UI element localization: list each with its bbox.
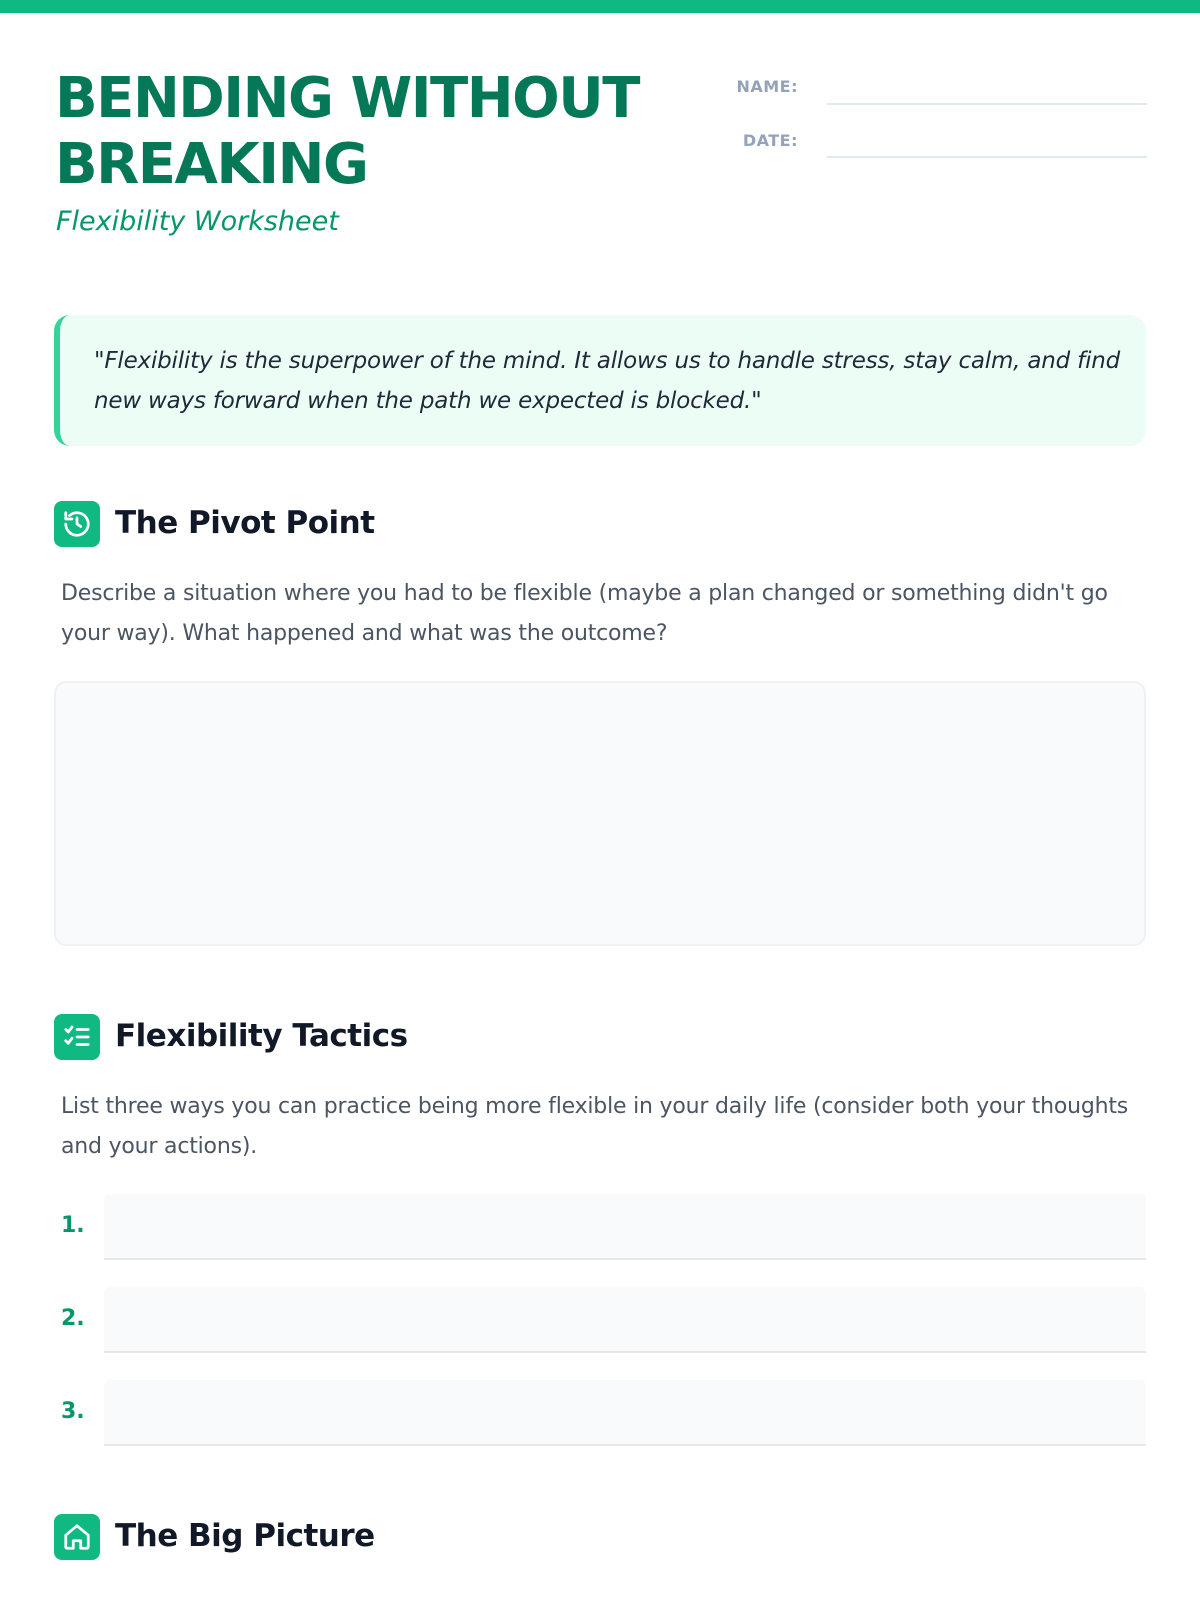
tactic-number-3: 3.: [61, 1399, 85, 1424]
tactic-input-2[interactable]: [104, 1287, 1146, 1353]
quote-box: [54, 315, 1146, 446]
checklist-icon: [54, 1014, 100, 1060]
date-label: DATE:: [742, 131, 798, 150]
tactic-input-3[interactable]: [104, 1380, 1146, 1446]
worksheet-title: BENDING WITHOUT BREAKING: [55, 66, 639, 197]
tactic-number-2: 2.: [61, 1306, 85, 1331]
home-icon: [54, 1514, 100, 1560]
quote-text: "Flexibility is the superpower of the mind. It allows us to handle stress, stay calm, and find new ways forward when the path we expected is blocked.": [94, 348, 1121, 414]
section-prompt-pivot-point: Describe a situation where you had to be flexible (maybe a plan changed or something didn't go your way). What happened and what was the outcome?: [61, 581, 1108, 646]
pivot-point-answer-box[interactable]: [54, 681, 1146, 946]
section-title-flexibility-tactics: Flexibility Tactics: [115, 1018, 408, 1054]
worksheet-subtitle: Flexibility Worksheet: [56, 206, 339, 237]
history-icon: [54, 501, 100, 547]
tactic-number-1: 1.: [61, 1213, 85, 1238]
name-label: NAME:: [736, 77, 798, 96]
section-title-pivot-point: The Pivot Point: [115, 505, 375, 541]
name-field[interactable]: [827, 103, 1147, 105]
section-title-big-picture: The Big Picture: [115, 1518, 375, 1554]
section-prompt-flexibility-tactics: List three ways you can practice being more flexible in your daily life (consider both your thoughts and your actions).: [61, 1094, 1129, 1159]
date-field[interactable]: [827, 156, 1147, 158]
tactic-input-1[interactable]: [104, 1194, 1146, 1260]
top-accent-bar: [0, 0, 1200, 13]
